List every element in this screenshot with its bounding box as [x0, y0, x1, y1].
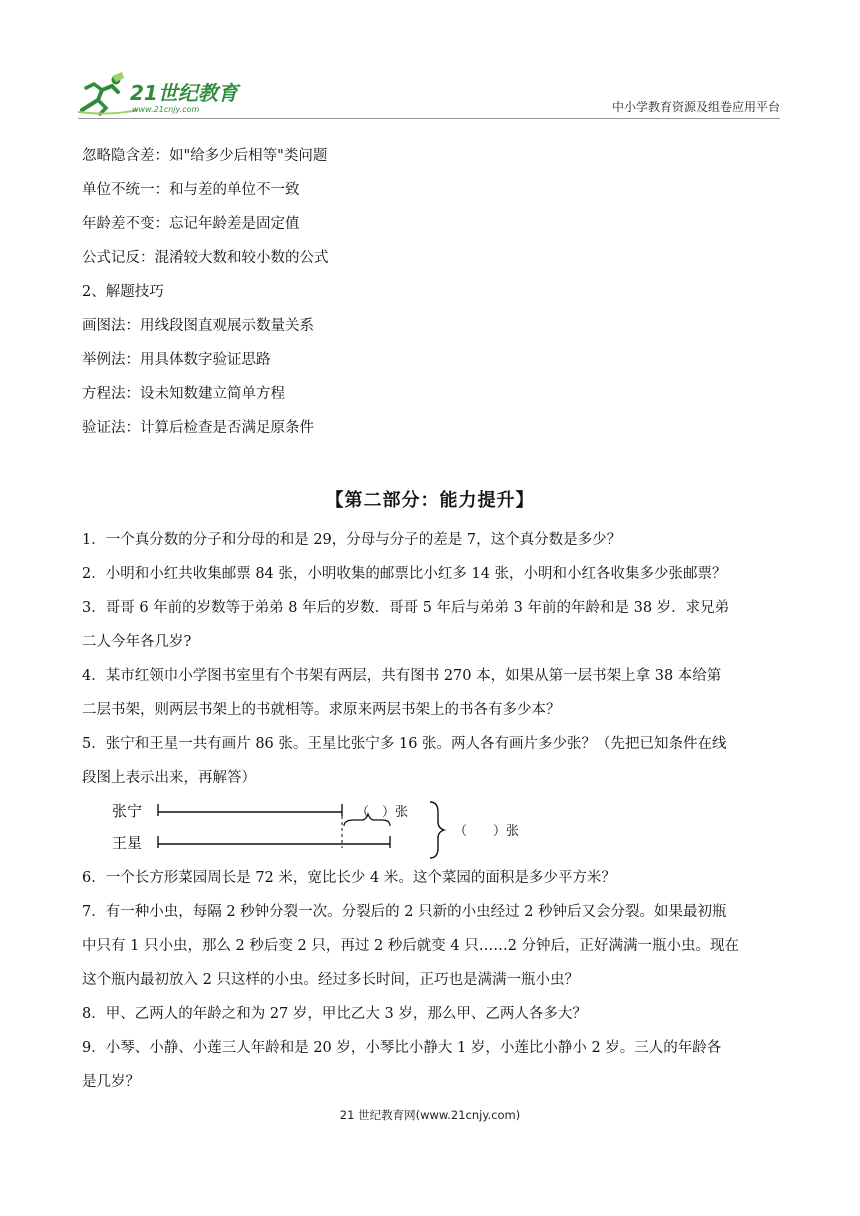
- header-divider: [78, 118, 780, 119]
- runner-icon: [78, 72, 138, 114]
- page-header: [78, 66, 780, 116]
- question-6: 6．一个长方形菜园周长是 72 米，宽比长少 4 米。这个菜园的面积是多少平方米？: [82, 870, 616, 886]
- total-blank: （ ）张: [454, 824, 520, 839]
- tip-item: 验证法：计算后检查是否满足原条件: [82, 420, 314, 436]
- svg-text:www.21cnjy.com: www.21cnjy.com: [132, 105, 200, 114]
- segment-diagram: [110, 798, 550, 860]
- question-3: 3．哥哥 6 年前的岁数等于弟弟 8 年后的岁数．哥哥 5 年后与弟弟 3 年前的年龄和是 38 岁．求兄弟: [82, 600, 730, 616]
- difference-blank: （ ）张: [356, 805, 409, 820]
- tip-item: 画图法：用线段图直观展示数量关系: [82, 318, 314, 334]
- mistake-item: 年龄差不变：忘记年龄差是固定值: [82, 216, 300, 232]
- label-zhang-ning: 张宁: [112, 802, 143, 820]
- question-3-cont: 二人今年各几岁?: [82, 634, 192, 650]
- question-7-cont: 这个瓶内最初放入 2 只这样的小虫。经过多长时间，正巧也是满满一瓶小虫？: [82, 972, 579, 988]
- tip-item: 举例法：用具体数字验证思路: [82, 352, 271, 368]
- question-4: 4．某市红领巾小学图书室里有个书架有两层，共有图书 270 本，如果从第一层书架上拿 38 本给第: [82, 668, 722, 684]
- total-brace: [430, 802, 444, 858]
- question-1: 1．一个真分数的分子和分母的和是 29，分母与分子的差是 7，这个真分数是多少？: [82, 532, 622, 548]
- question-9: 9．小琴、小静、小莲三人年龄和是 20 岁，小琴比小静大 1 岁，小莲比小静小 2 岁。三人的年龄各: [82, 1040, 722, 1056]
- tips-heading: 2、解题技巧: [82, 284, 164, 300]
- tip-item: 方程法：设未知数建立简单方程: [82, 386, 285, 402]
- svg-text:21世纪教育: 21世纪教育: [130, 81, 238, 105]
- question-5: 5．张宁和王星一共有画片 86 张。王星比张宁多 16 张。两人各有画片多少张？（先把已知条件在线: [82, 736, 727, 752]
- mistake-item: 单位不统一：和与差的单位不一致: [82, 182, 300, 198]
- question-7-cont: 中只有 1 只小虫，那么 2 秒后变 2 只，再过 2 秒后就变 4 只……2 分钟后，正好满满一瓶小虫。现在: [82, 938, 740, 954]
- question-5-cont: 段图上表示出来，再解答）: [82, 770, 256, 786]
- section-title: 【第二部分：能力提升】: [325, 490, 535, 511]
- question-7: 7．有一种小虫，每隔 2 秒钟分裂一次。分裂后的 2 只新的小虫经过 2 秒钟后又会分裂。如果最初瓶: [82, 904, 727, 920]
- question-9-cont: 是几岁？: [82, 1074, 140, 1090]
- question-2: 2．小明和小红共收集邮票 84 张，小明收集的邮票比小红多 14 张，小明和小红各收集多少张邮票？: [82, 566, 727, 582]
- label-wang-xing: 王星: [112, 834, 143, 852]
- site-logo: [78, 70, 258, 116]
- mistake-item: 公式记反：混淆较大数和较小数的公式: [82, 250, 329, 266]
- platform-label: 中小学教育资源及组卷应用平台: [611, 100, 780, 114]
- mistake-item: 忽略隐含差：如"给多少后相等"类问题: [82, 148, 328, 164]
- page-footer: 21 世纪教育网(www.21cnjy.com): [339, 1108, 521, 1122]
- question-4-cont: 二层书架，则两层书架上的书就相等。求原来两层书架上的书各有多少本？: [82, 702, 561, 718]
- question-8: 8．甲、乙两人的年龄之和为 27 岁，甲比乙大 3 岁，那么甲、乙两人各多大？: [82, 1006, 587, 1022]
